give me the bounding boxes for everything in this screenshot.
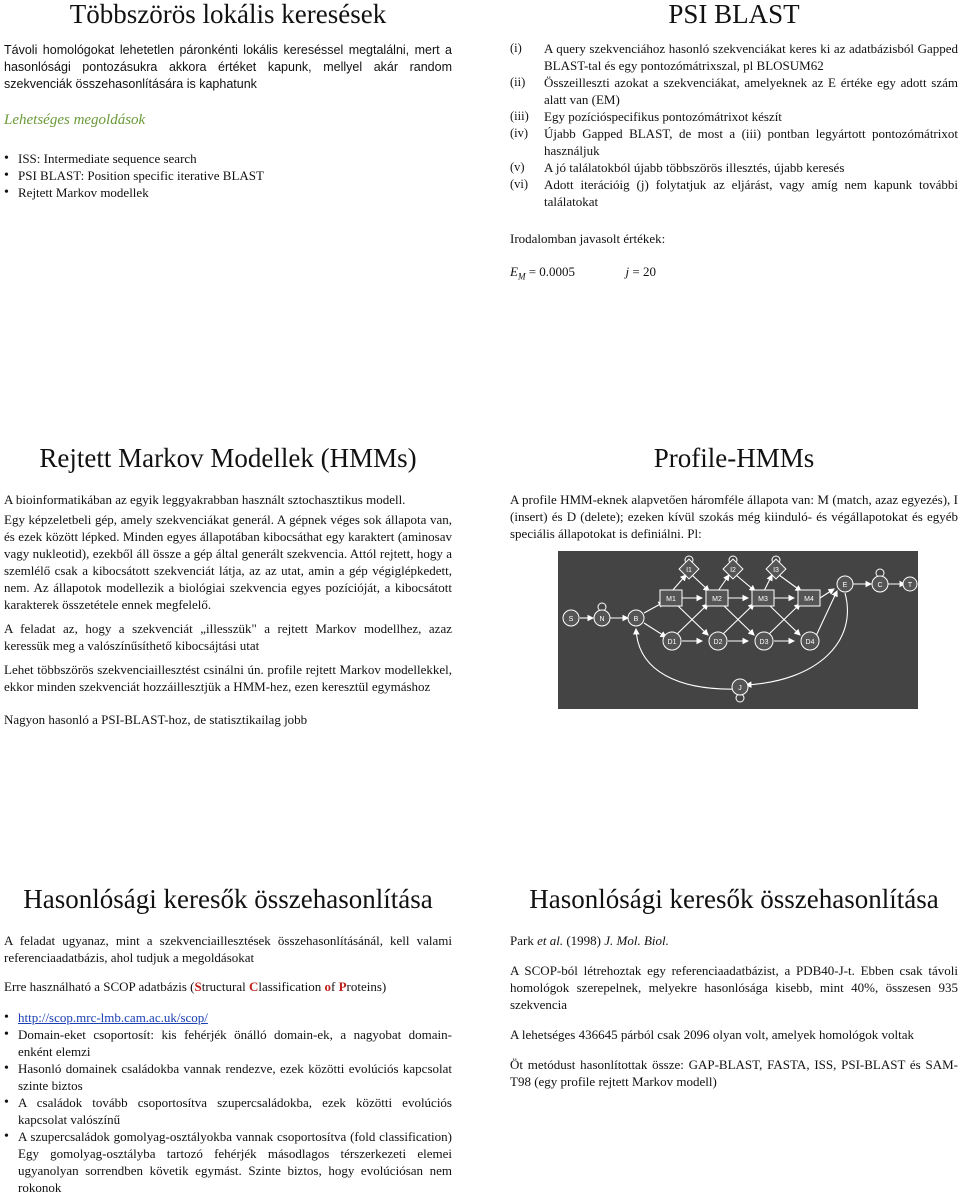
- svg-text:M1: M1: [666, 596, 676, 603]
- slide-title: Hasonlósági keresők összehasonlítása: [23, 884, 433, 914]
- paragraph: Nagyon hasonló a PSI-BLAST-hoz, de statisztikailag jobb: [4, 712, 308, 727]
- slide-psi-blast: [510, 0, 958, 286]
- paragraph: Lehet többszörös szekvenciaillesztést csinálni ún. profile rejtett Markov modellekkel, ekkor minden szekvenciát hozzáillesztjük a HMM-hez, ezen keresztül egymáshoz: [4, 662, 452, 694]
- hmm-state-B: [628, 610, 644, 626]
- svg-text:C: C: [877, 582, 883, 589]
- suggested-values-label: Irodalomban javasolt értékek:: [510, 231, 666, 246]
- list-item: • A családok tovább csoportosítva szupercsaládokba, ezek közötti evolúciós kapcsolat valószínű: [4, 1094, 452, 1128]
- list-item: • A szupercsaládok gomolyag-osztályokba vannak csoportosítva (fold classification) Egy gomolyag-osztályba tartozó fehérjék másodlagos térszerkezeti elemei ugyanolyan sorrendben követik egymást. Szinte biztos, hogy evolúciósan nem rokonok: [4, 1128, 452, 1196]
- list-item: • Rejtett Markov modellek: [4, 184, 452, 201]
- svg-text:N: N: [599, 616, 605, 623]
- list-item: • Hasonló domainek családokba vannak rendezve, ezek közötti evolúciós kapcsolat szinte biztos: [4, 1060, 452, 1094]
- hmm-state-M3: [752, 590, 774, 606]
- svg-text:D4: D4: [805, 639, 815, 646]
- list-item: (iv) Újabb Gapped BLAST, de most a (iii) pontban legyártott pontozómátrixot használjuk: [510, 126, 958, 158]
- svg-text:B: B: [633, 616, 639, 623]
- hmm-state-D3: [755, 632, 773, 650]
- solutions-list: [4, 150, 452, 201]
- svg-text:I1: I1: [686, 567, 692, 574]
- svg-text:E: E: [842, 582, 848, 589]
- svg-text:S: S: [568, 616, 574, 623]
- hmm-state-D2: [709, 632, 727, 650]
- scop-link[interactable]: http://scop.mrc-lmb.cam.ac.uk/scop/: [18, 1010, 208, 1025]
- paragraph: A feladat az, hogy a szekvenciát „illesszük" a rejtett Markov modellhez, azaz keressük meg a valószínűsíthető kibocsájtási utat: [4, 621, 452, 653]
- svg-text:J: J: [738, 685, 742, 692]
- paragraph: A profile HMM-eknek alapvetően háromféle állapota van: M (match, azaz egyezés), I (insert) és D (delete); ezeken kívül szokás még kiinduló- és végállapotokat és egyéb speciális állapotokat is definiálni. Pl:: [510, 492, 958, 541]
- slide-hmm: [4, 443, 452, 728]
- hmm-state-N: [594, 610, 610, 626]
- paragraph: A SCOP-ból létrehoztak egy referenciaadatbázist, a PDB40-J-t. Ebben csak távoli homológok szerepelnek, melyekre hasonlósága kisebb, mint 40%, összesen 935 szekvencia: [510, 963, 958, 1012]
- slide-similarity-search-comparison-2: [510, 884, 958, 1090]
- svg-text:M4: M4: [804, 596, 814, 603]
- hmm-state-C: [872, 576, 888, 592]
- psi-blast-steps: [510, 40, 958, 210]
- paragraph: A bioinformatikában az egyik leggyakrabban használt sztochasztikus modell.: [4, 492, 406, 507]
- hmm-state-E: [837, 576, 853, 592]
- hmm-state-S: [563, 610, 579, 626]
- slide-title: PSI BLAST: [668, 0, 800, 29]
- svg-text:D1: D1: [667, 639, 677, 646]
- hmm-state-J: [732, 679, 748, 695]
- paragraph: A feladat ugyanaz, mint a szekvenciaillesztések összehasonlításánál, kell valami referenciaadatbázis, ahol tudjuk a megoldásokat: [4, 933, 452, 965]
- profile-hmm-diagram: [558, 551, 918, 709]
- list-item: • ISS: Intermediate sequence search: [4, 150, 452, 167]
- hmm-state-D1: [663, 632, 681, 650]
- slide-title: Rejtett Markov Modellek (HMMs): [39, 443, 417, 473]
- list-item: [4, 1009, 452, 1026]
- scop-paragraph: Erre használható a SCOP adatbázis (Structural Classification of Proteins): [4, 979, 387, 994]
- list-item: (i) A query szekvenciához hasonló szekvenciákat keres ki az adatbázisból Gapped BLAST-tal és egy pontozómátrixszal, pl BLOSUM62: [510, 41, 958, 73]
- slide-multiple-local-search: [4, 0, 452, 201]
- hmm-state-D4: [801, 632, 819, 650]
- intro-paragraph: Távoli homológokat lehetetlen páronkénti lokális kereséssel megtalálni, mert a hasonlósági pontozásukra akkora értéket kapunk, mellyel akár random szekvenciák összehasonlítására is kaphatunk: [4, 43, 452, 91]
- svg-text:D3: D3: [759, 639, 769, 646]
- paragraph: Öt metódust hasonlítottak össze: GAP-BLAST, FASTA, ISS, PSI-BLAST és SAM-T98 (egy profile rejtett Markov modell): [510, 1057, 958, 1089]
- svg-text:I2: I2: [730, 567, 736, 574]
- list-item: (v) A jó találatokból újabb többszörös illesztés, újabb keresés: [510, 160, 845, 175]
- suggested-values: $E_M = 0.0005$ j = 20: [510, 264, 657, 282]
- list-item: (ii) Összeilleszti azokat a szekvenciákat, amelyeknek az E értéke egy adott szám alatt van (EM): [510, 75, 958, 107]
- hmm-state-M2: [706, 590, 728, 606]
- list-item: • Domain-eket csoportosít: kis fehérjék önálló domain-ek, a nagyobat domain-enként elemzi: [4, 1026, 452, 1060]
- slide-title: Profile-HMMs: [653, 443, 815, 473]
- svg-text:I3: I3: [773, 567, 779, 574]
- slide-title: Többszörös lokális keresések: [69, 0, 387, 29]
- svg-text:T: T: [907, 582, 913, 589]
- paragraph: A lehetséges 436645 párból csak 2096 olyan volt, amelyek homológok voltak: [510, 1027, 915, 1042]
- hmm-state-M1: [660, 590, 682, 606]
- slide-similarity-search-comparison-1: [4, 884, 452, 1196]
- hmm-state-M4: [798, 590, 820, 606]
- slide-profile-hmms: [510, 443, 958, 692]
- reference: Park et al. (1998) J. Mol. Biol.: [510, 933, 669, 948]
- hmm-state-T: [903, 577, 917, 591]
- list-item: • PSI BLAST: Position specific iterative BLAST: [4, 167, 452, 184]
- possible-solutions-heading: Lehetséges megoldások: [4, 112, 146, 128]
- scop-features-list: [4, 1009, 452, 1196]
- paragraph: Egy képzeletbeli gép, amely szekvenciákat generál. A gépnek véges sok állapota van, és ezek között lépked. Minden egyes állapotában kibocsáthat egy karaktert (aminosav vagy nukleotid), ezekből áll össze a gép által generált szekvencia. Attól rejtett, hogy a szemlélő csak a kibocsátott szekvenciát látja, az az utat, amin a gép végiglépkedett, nem. Az állapotok modellezik a biológiai szekvencia egyes pozícióját, a kibocsátott karakterek összetétele ennek megfelelő.: [4, 512, 452, 612]
- svg-text:M2: M2: [712, 596, 722, 603]
- list-item: (vi) Adott iterációig (j) folytatjuk az eljárást, vagy amíg nem kapunk további találatokat: [510, 177, 958, 209]
- slide-title: Hasonlósági keresők összehasonlítása: [529, 884, 939, 914]
- svg-text:D2: D2: [713, 639, 723, 646]
- svg-text:M3: M3: [758, 596, 768, 603]
- list-item: (iii) Egy pozícióspecifikus pontozómátrixot készít: [510, 109, 782, 124]
